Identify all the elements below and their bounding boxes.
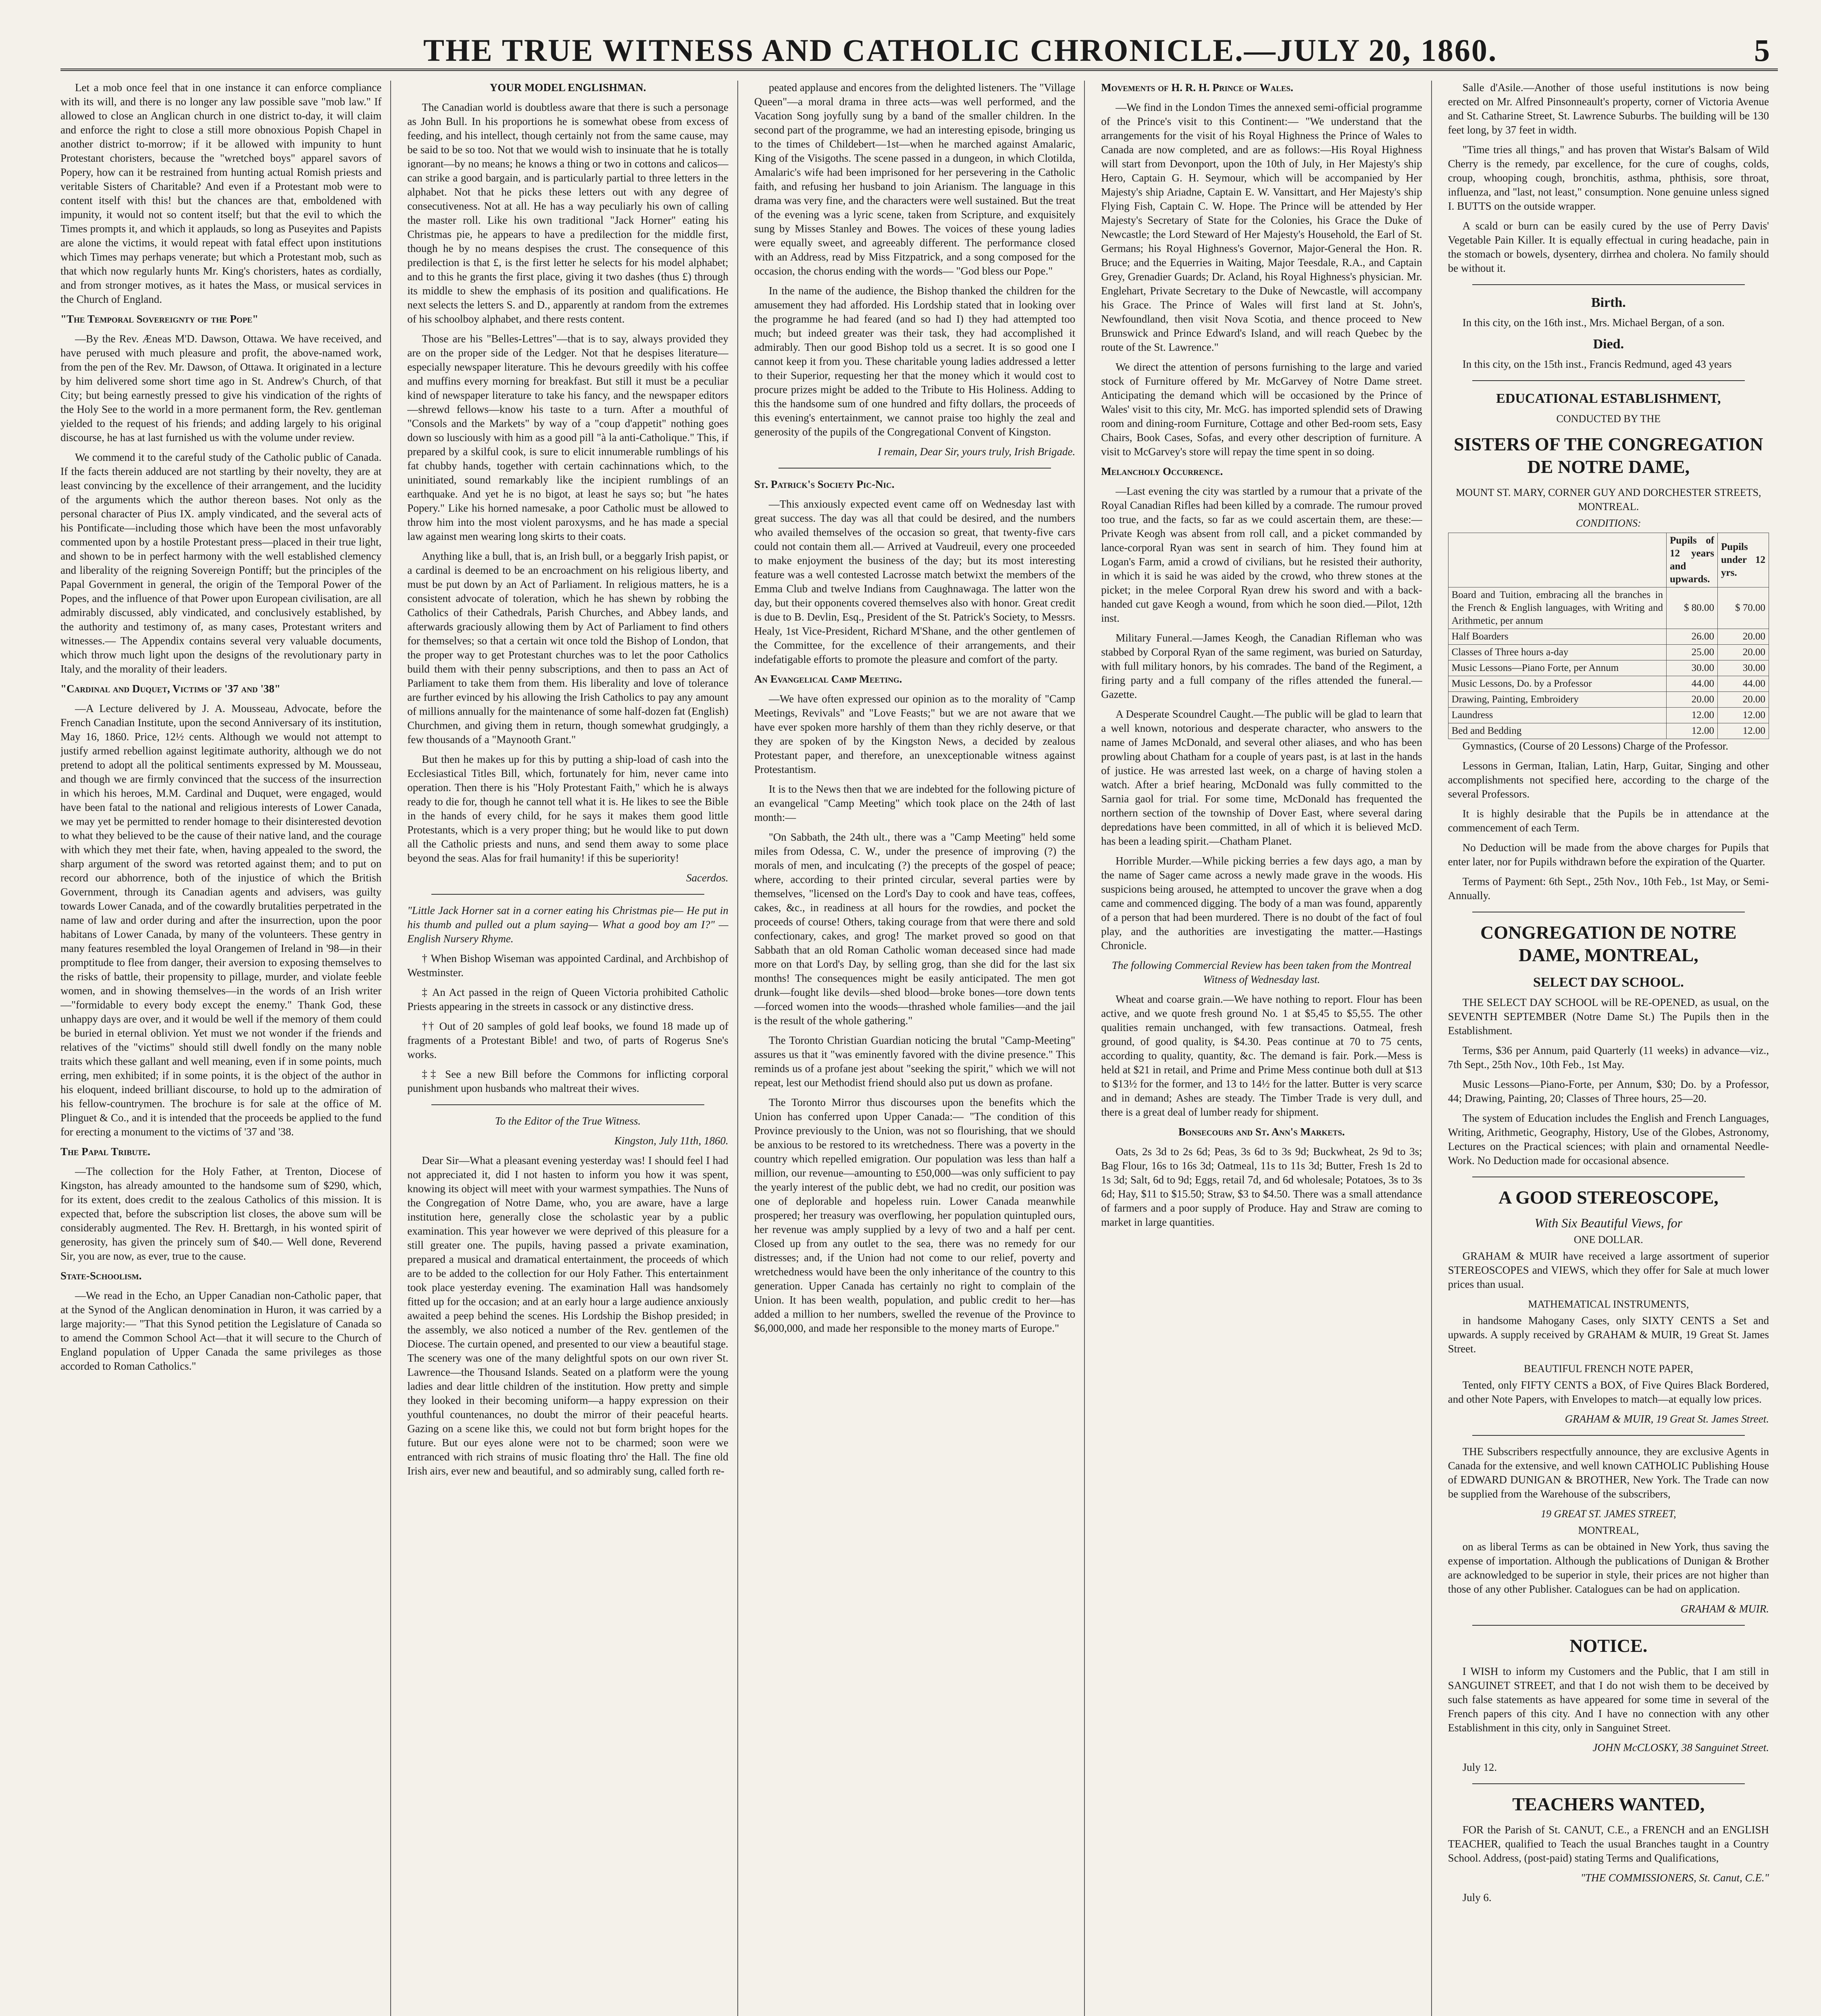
article-paragraph: In the name of the audience, the Bishop thanked the children for the amusement they had afforded. His Lordship stated that in looking over the programme he had feared (and so had I) they had attempted too much; but indeed greater was their task, they had accomplished it admirably. Then our good Bishop told us a secret. It is so good one I cannot keep it from you. These charitable young ladies addressed a letter to their Superior, requesting her that the money which it would cost to procure prizes might be added to the Tribute to His Holiness. Adding to this the handsome sum of one hundred and fifty dollars, the proceeds of this evening's entertainment, we cannot praise too highly the zeal and generosity of the pupils of the Congregational Convent of Kingston. [754, 285, 1076, 438]
table-cell: 20.00 [1718, 692, 1769, 708]
article-heading: "The Temporal Sovereignty of the Pope" [60, 313, 258, 325]
table-cell: $ 70.00 [1718, 587, 1769, 629]
ad-subtitle: With Six Beautiful Views, for [1534, 1216, 1683, 1230]
table-cell: 25.00 [1667, 645, 1718, 660]
article-paragraph: But then he makes up for this by putting a ship-load of cash into the Ecclesiastical Titles Bill, which, fortunately for him, never came into operation. Then there is his "Holy Protestant Faith," which he is always ready to die for, though he cannot tell what it is. He likes to see the Bible in the hands of every child, for he says it makes them good little Protestants, which is a very proper thing; but he would like to put down all the Catholic priests and nuns, and send them away to some place beyond the seas. Alas for frail humanity! if this be superiority! [407, 753, 728, 864]
ad-signature: GRAHAM & MUIR, 19 Great St. James Street. [1565, 1413, 1769, 1425]
article-paragraph: —This anxiously expected event came off on Wednesday last with great success. The day was all that could be desired, and the numbers who availed themselves of the occasion so great, that twenty-five cars could not contain them all.— Arrived at Vaudreuil, every one proceeded to make enjoyment the business of the day; but its most interesting feature was a well contested Lacrosse match betwixt the members of the Emma Club and twelve Indians from Caughnawaga. The latter won the day, but their opponents covered themselves also with honor. Great credit is due to B. Devlin, Esq., President of the St. Patrick's Society, to Messrs. Healy, 1st Vice-President, Richard M'Shane, and the other gentlemen of the Committee, for the excellence of their arrangements, and their indefatigable efforts to promote the pleasure and comfort of the party. [754, 498, 1076, 665]
article-heading: State-Schoolism. [60, 1270, 142, 1282]
signature: I remain, Dear Sir, yours truly, Irish Brigade. [877, 446, 1076, 458]
article-paragraph: Let a mob once feel that in one instance it can enforce compliance with its will, and there is no longer any law possible save "mob law." If allowed to close an Anglican church in one district to-day, it will claim and enforce the right to close a still more obnoxious Popish Chapel in another district to-morrow; if it be allowed with impunity to hunt Protestant choristers, because the "wretched boys" apparel savors of Popery, how can it be restrained from hunting actual Romish priests and veritable Sisters of Charitable? And even if a Protestant mob were to content itself with this! but the chances are that, emboldened with impunity, it would not so content itself; but that the evil to which the Times prompts it, and which it applauds, so long as Puseyites and Papists are alone the victims, it would repeat with fatal effect upon institutions which Times may perhaps venerate; but which a Protestant mob, such as that which now regularly hunts Mr. King's choristers, hates as cordially, and from stronger motives, as it hates the Mass, or musical services in the Church of England. [60, 81, 382, 305]
table-row [1448, 587, 1769, 629]
ad-title: CONGREGATION DE NOTRE DAME, MONTREAL, [1480, 922, 1737, 965]
table-cell: 30.00 [1718, 660, 1769, 676]
column-2 [407, 81, 738, 2016]
notice-paragraph: Salle d'Asile.—Another of those useful institutions is now being erected on Mr. Alfred Pinsonneault's property, corner of Victoria Avenue and St. Catharine Street, St. Lawrence Suburbs. The building will be 130 feet long, by 37 feet in width. [1448, 81, 1769, 136]
table-row [1448, 708, 1769, 723]
ad-price: ONE DOLLAR. [1573, 1234, 1643, 1245]
table-cell: 20.00 [1718, 645, 1769, 660]
ad-paragraph: THE SELECT DAY SCHOOL will be RE-OPENED, as usual, on the SEVENTH SEPTEMBER (Notre Dame St.) The Pupils then in the Establishment. [1448, 996, 1769, 1037]
table-row [1448, 645, 1769, 660]
table-cell: 12.00 [1718, 723, 1769, 739]
died-heading: Died. [1593, 337, 1624, 352]
table-header-cell: Pupils of 12 years and upwards. [1667, 533, 1718, 587]
article-paragraph: It is to the News then that we are indebted for the following picture of an evangelical "Camp Meeting" which took place on the 24th of last month:— [754, 783, 1076, 823]
article-paragraph: We commend it to the careful study of the Catholic public of Canada. If the facts therein adduced are not startling by their novelty, they are at least convincing by the excellence of their arrangement, and the lucidity of the arguments which the author thereon bases. Not only as the personal character of Pius IX. amply vindicated, and the several acts of his Pontificate—including those which have been the most unfavorably commented upon by a hostile Protestant press—placed in their true light, and shown to be in perfect harmony with the well established clemency and liberality of the reigning Sovereign Pontiff; but the principles of the Papal Government in general, the origin of the Temporal Power of the Popes, and the influence of that Power upon European civilisation, are all admirably discussed, ably vindicated, and conclusively established, by the authority and testimony of, as many cases, Protestant writers and witnesses.— The Appendix contains several very valuable documents, which throw much light upon the designs of the revolutionary party in Italy, and the morality of their leaders. [60, 451, 382, 675]
table-cell: Laundress [1448, 708, 1666, 723]
table-row [1448, 660, 1769, 676]
article-paragraph: —The collection for the Holy Father, at Trenton, Diocese of Kingston, has already amounted to the handsome sum of $290, which, for its extent, does credit to the zealous Catholics of this mission. It is expected that, before the subscription list closes, the above sum will be considerably augmented. The Rev. H. Brettargh, in his wonted spirit of generosity, has given the princely sum of $40.— Well done, Reverend Sir, you are now, as ever, true to the cause. [60, 1165, 382, 1262]
ad-title: SISTERS OF THE CONGREGATION DE NOTRE DAME, [1454, 434, 1763, 477]
divider [1472, 284, 1745, 285]
article-heading: "Cardinal and Duquet, Victims of '37 and '38" [60, 683, 281, 695]
article-heading: St. Patrick's Society Pic-Nic. [754, 478, 895, 490]
advertisement-paragraph: A scald or burn can be easily cured by the use of Perry Davis' Vegetable Pain Killer. It is equally effectual in curing headache, pain in the stomach or bowels, dysentery, dirrhea and cholera. No family should be without it. [1448, 220, 1769, 274]
birth-heading: Birth. [1591, 295, 1626, 310]
table-cell: 20.00 [1718, 629, 1769, 645]
article-paragraph: Oats, 2s 3d to 2s 6d; Peas, 3s 6d to 3s 9d; Buckwheat, 2s 9d to 3s; Bag Flour, 16s to 16s 3d; Oatmeal, 11s to 11s 3d; Butter, Fresh 1s 2d to 1s 3d; Salt, 6d to 9d; Eggs, retail 7d, and 6d wholesale; Potatoes, 3s to 3s 6d; Hay, $11 to $15.50; Straw, $3 to $4.50. There was a small attendance of farmers and a poor supply of Produce. Hay and Straw are coming to market in large quantities. [1101, 1145, 1422, 1228]
ad-subtitle: CONDUCTED BY THE [1556, 413, 1661, 425]
ad-address: MOUNT ST. MARY, CORNER GUY AND DORCHESTER STREETS, MONTREAL. [1456, 487, 1761, 512]
article-paragraph: The Toronto Mirror thus discourses upon the benefits which the Union has conferred upon Upper Canada:— "The condition of this Province previously to the Union, was not so flourishing, that we should be anxious to be restored to its wretchedness. There was a poverty in the country which repelled emigration. Our population was less than half a million, our revenue—amounting to £50,000—was only sufficient to pay the yearly interest of the public debt, we had no credit, our position was one of deplorable and hopeless ruin. Lower Canada meanwhile prospered; her treasury was overflowing, her population quintupled ours, her revenue was amply supplied by a levy of two and a half per cent. Closed up from any outlet to the sea, there was no remedy for our distresses; and, if the Union had not come to our relief, poverty and wretchedness would have been the only inheritance of the country to this generation. Upper Canada has certainly no right to complain of the Union. It has been wealth, population, and public credit to her—has added a million to her numbers, swelled the revenue of the Province to $6,000,000, and made her responsible to the money marts of Europe." [754, 1096, 1076, 1334]
table-row [1448, 723, 1769, 739]
ad-paragraph: Tented, only FIFTY CENTS a BOX, of Five Quires Black Bordered, and other Note Papers, with Envelopes to match—at equally low prices. [1448, 1379, 1769, 1405]
article-paragraph: Those are his "Belles-Lettres"—that is to say, always provided they are on the proper side of the Ledger. Not that he despises literature—especially newspaper literature. This he devours greedily with his coffee and muffins every morning for breakfast. But still it must be a peculiar kind of newspaper literature to take his fancy, and the newspaper editors—shrewd fellows—know his taste to a turn. After a mouthful of "Consols and the Markets" by way of a "coup d'appetit" nothing goes down so lusciously with him as a good pill "à la anti-Catholique." This, if prepared by a skilful cook, is sure to elicit innumerable rumblings of his fat chubby hands, together with certain cachinnations which, to the uninitiated, sound remarkably like the incipient rumblings of an earthquake. And yet he is no bigot, at least he says so; but "he hates Popery." Like his horned namesake, a poor Catholic must be allowed to throw him into the most violent paroxysms, and he has made a special law against men wearing long skirts to their coats. [407, 333, 728, 542]
table-header-cell: Pupils under 12 yrs. [1718, 533, 1769, 587]
article-paragraph: We direct the attention of persons furnishing to the large and varied stock of Furniture offered by Mr. McGarvey of Notre Dame street. Anticipating the demand which will be occasioned by the Prince of Wales' visit to this city, Mr. McG. has imported splendid sets of Drawing room and dining-room Furniture, Cottage and other Bed-room sets, Easy Chairs, Book Cases, Sofas, and every other description of furniture. A visit to McGarvey's store will repay the time spent in so doing. [1101, 361, 1422, 458]
ad-paragraph: The system of Education includes the English and French Languages, Writing, Arithmetic, Geography, History, Use of the Globes, Astronomy, Lectures on the Practical sciences; with plain and ornamental Needle-Work. No Deduction made for occasional absence. [1448, 1112, 1769, 1166]
divider [1472, 1783, 1745, 1784]
article-paragraph: —We have often expressed our opinion as to the morality of "Camp Meetings, Revivals" and "Love Feasts;" but we are not aware that we have ever spoken more harshly of them than they richly deserve, or that they are spoken of by the Kingston News, a decided by zealous Protestant paper, and therefore, an unexceptionable witness against Protestantism. [754, 693, 1076, 775]
ad-subtitle: CONDITIONS: [1575, 517, 1641, 529]
ad-subtitle: SELECT DAY SCHOOL. [1533, 975, 1684, 990]
birth-notice: In this city, on the 16th inst., Mrs. Michael Bergan, of a son. [1462, 317, 1725, 329]
article-paragraph: —We read in the Echo, an Upper Canadian non-Catholic paper, that at the Synod of the Anglican denomination in Huron, it was carried by a large majority:— "That this Synod petition the Legislature of Canada so to amend the Common School Act—that it will secure to the Church of England population of Upper Canada the same privileges as those accorded to Roman Catholics." [60, 1289, 382, 1372]
table-cell: Half Boarders [1448, 629, 1666, 645]
article-columns [60, 81, 1778, 2016]
article-heading: YOUR MODEL ENGLISHMAN. [489, 81, 646, 94]
table-cell: 44.00 [1667, 676, 1718, 692]
table-cell: 12.00 [1667, 708, 1718, 723]
fees-table [1448, 533, 1769, 739]
divider [1472, 1435, 1745, 1436]
table-cell: Music Lessons—Piano Forte, per Annum [1448, 660, 1666, 676]
table-cell: 20.00 [1667, 692, 1718, 708]
article-paragraph: Military Funeral.—James Keogh, the Canadian Rifleman who was stabbed by Corporal Ryan of the same regiment, was buried on Saturday, with full military honors, by his comrades. The band of the Regiment, a firing party and a full company of the rifles attended the funeral.—Gazette. [1101, 632, 1422, 700]
ad-paragraph: I WISH to inform my Customers and the Public, that I am still in SANGUINET STREET, and that I do not wish them to be deceived by such false statements as have appeared for some time in several of the French papers of this city. And I have no connection with any other Establishment in this city, only in Sanguinet Street. [1448, 1665, 1769, 1734]
article-paragraph: Wheat and coarse grain.—We have nothing to report. Flour has been active, and we quote fresh ground No. 1 at $5,45 to $5,55. The other qualities remain unchanged, with few transactions. Oatmeal, fresh ground, of good quality, is $4.30. Peas continue at 70 to 75 cents, according to quality, quantity, &c. The demand is fair. Pork.—Mess is held at $21 in retail, and Prime and Prime Mess continue both dull at $13 to $13½ for the former, and 13 to 14½ for the latter. Butter is very scarce and in demand; Ashes are steady. The Timber Trade is very dull, and there is a great deal of lumber ready for shipment. [1101, 993, 1422, 1118]
article-paragraph: The Canadian world is doubtless aware that there is such a personage as John Bull. In his proportions he is somewhat obese from excess of feeding, and his intellect, though certainly not from the same cause, may be said to be so too. Not that we would wish to insinuate that he is totally ignorant—by no means; he knows a thing or two in cottons and calicos—can strike a good bargain, and is particularly partial to three letters in the alphabet. Not that he picks these letters out with any degree of consecutiveness. Not at all. He has a way peculiarly his own of calling the master roll. Like his own traditional "Jack Horner" eating his Christmas pie, he appears to have a predilection for the middle first, though he by no means despises the crust. The consequence of this predilection is that £, is the first letter he selects for his model alphabet; and to this he grants the first place, giving it two dashes (thus £) through its middle to shew the emphasis of its position and qualifications. He next selects the letters S. and D., apparently at random from the extremes of his schoolboy alphabet, and there rests content. [407, 101, 728, 325]
footnote: † When Bishop Wiseman was appointed Cardinal, and Archbishop of Westminster. [407, 952, 728, 979]
ad-signature: JOHN McCLOSKY, 38 Sanguinet Street. [1592, 1741, 1769, 1754]
table-cell: Classes of Three hours a-day [1448, 645, 1666, 660]
ad-paragraph: on as liberal Terms as can be obtained in New York, thus saving the expense of importation. Although the publications of Dunigan & Brother are acknowledged to be superior in style, their prices are not higher than those of any other Publisher. Catalogues can be had on application. [1448, 1541, 1769, 1595]
ad-paragraph: It is highly desirable that the Pupils be in attendance at the commencement of each Term. [1448, 808, 1769, 834]
article-heading: An Evangelical Camp Meeting. [754, 673, 902, 685]
table-row [1448, 692, 1769, 708]
article-heading: The Papal Tribute. [60, 1145, 150, 1158]
ad-paragraph: No Deduction will be made from the above charges for Pupils that enter later, nor for Pupils withdrawn before the expiration of the Quarter. [1448, 841, 1769, 868]
table-header-cell [1448, 533, 1666, 587]
column-4 [1101, 81, 1432, 2016]
table-cell: Board and Tuition, embracing all the branches in the French & English languages, with Writing and Arithmetic, per annum [1448, 587, 1666, 629]
table-cell: Music Lessons, Do. by a Professor [1448, 676, 1666, 692]
signature: Sacerdos. [686, 872, 728, 884]
ad-city: MONTREAL, [1578, 1524, 1639, 1536]
footnote: ‡ An Act passed in the reign of Queen Victoria prohibited Catholic Priests appearing in the streets in cassock or any distinctive dress. [407, 986, 728, 1012]
article-heading: Movements of H. R. H. Prince of Wales. [1101, 81, 1293, 94]
table-cell: 26.00 [1667, 629, 1718, 645]
footnote: †† Out of 20 samples of gold leaf books, we found 18 made up of fragments of a Protestant Bible! and two, of parts of Rogerus Sne's works. [407, 1020, 728, 1060]
letter-heading: To the Editor of the True Witness. [495, 1115, 641, 1127]
masthead [60, 16, 1778, 71]
ad-paragraph: Terms, $36 per Annum, paid Quarterly (11 weeks) in advance—viz., 7th Sept., 25th Nov., 10th Feb., 1st May. [1448, 1044, 1769, 1070]
page-number: 5 [1754, 33, 1770, 68]
column-3 [754, 81, 1085, 2016]
ad-title: TEACHERS WANTED, [1512, 1794, 1705, 1814]
ad-address: 19 GREAT ST. JAMES STREET, [1541, 1508, 1676, 1520]
verse-quote: "Little Jack Horner sat in a corner eating his Christmas pie— He put in his thumb and pulled out a plum saying— What a good boy am I?" — English Nursery Rhyme. [407, 904, 728, 945]
ad-paragraph: Lessons in German, Italian, Latin, Harp, Guitar, Singing and other accomplishments not specified here, according to the charge of the several Professors. [1448, 760, 1769, 800]
article-paragraph: —We find in the London Times the annexed semi-official programme of the Prince's visit to this Continent:— "We understand that the arrangements for the visit of his Royal Highness the Prince of Wales to Canada are now completed, and are as follows:—His Royal Highness will start from Devonport, upon the 10th of July, in Her Majesty's ship Hero, Captain G. H. Seymour, which will be accompanied by Her Majesty's ship Ariadne, Captain E. W. Vansittart, and Her Majesty's ship Flying Fish, Captain C. W. Hope. The Prince will be attended by Her Majesty's Secretary of State for the Colonies, his Grace the Duke of Newcastle; the Lord Steward of Her Majesty's Household, the Earl of St. Germans; his Royal Highness's Governor, Major-General the Hon. R. Bruce; and the Equerries in Waiting, Major Teesdale, R.A., and Captain Grey, Grenadier Guards; Dr. Acland, his Royal Highness's physician. Mr. Englehart, Private Secretary to the Duke of Newcastle, will accompany his Grace. The Prince of Wales will first land at St. John's, Newfoundland, then visit Nova Scotia, and thence proceed to New Brunswick and Prince Edward's Island, and will reach Quebec by the route of the St. Lawrence." [1101, 101, 1422, 353]
divider [1472, 380, 1745, 381]
article-paragraph: "On Sabbath, the 24th ult., there was a "Camp Meeting" held some miles from Odessa, C. W., under the presence of improving (?) the morals of men, and inculcating (?) the precepts of the gospel of peace; where, according to their printed circular, several parties were by themselves, "licensed on the Lord's Day to cook and have teas, coffees, cakes, &c., in readiness at all hours for the rowdies, and pocket the proceeds of course! Others, taking courage from that were there and sold confectionary, cakes, and grog! The market proved so good on that Sabbath that an old Roman Catholic woman deceased since had made more on that Lord's Day, by selling grog, than she did for the last six months! The consequences might be easily anticipated. The men got drunk—fought like devils—shed blood—broke bones—tore down tents—forced women into the woods—thrashed whole families—and the jail is the result of the whole gathering." [754, 831, 1076, 1027]
ad-title: NOTICE. [1569, 1635, 1648, 1656]
article-paragraph: A Desperate Scoundrel Caught.—The public will be glad to learn that a well known, notorious and desperate character, who answers to the name of James McDonald, and several other aliases, and who has been prowling about Chatham for a couple of years past, is at last in the hands of justice. He was arrested last week, on a charge of having stolen a watch. After a brief hearing, McDonald was fully committed to the Sarnia gaol for trial. For some time, McDonald has frequented the northern section of the township of Dover East, where several daring depredations have been committed, in all of which it is believed McD. has been a leading spirit.—Chatham Planet. [1101, 708, 1422, 847]
table-cell: 44.00 [1718, 676, 1769, 692]
divider [431, 894, 704, 895]
ad-paragraph: Music Lessons—Piano-Forte, per Annum, $30; Do. by a Professor, 44; Drawing, Painting, 20; Classes of Three hours, 25—20. [1448, 1078, 1769, 1104]
ad-paragraph: in handsome Mahogany Cases, only SIXTY CENTS a Set and upwards. A supply received by GRAHAM & MUIR, 19 Great St. James Street. [1448, 1314, 1769, 1355]
ad-title: EDUCATIONAL ESTABLISHMENT, [1496, 391, 1721, 406]
article-heading: Melancholy Occurrence. [1101, 465, 1223, 477]
divider [778, 468, 1051, 469]
table-header-row [1448, 533, 1769, 587]
advertisement-paragraph: "Time tries all things," and has proven that Wistar's Balsam of Wild Cherry is the remedy, par excellence, for the cure of coughs, colds, croup, whooping cough, bronchitis, asthma, phthisis, sore throat, influenza, and "last, not least," consumption. None genuine unless signed I. BUTTS on the outside wrapper. [1448, 144, 1769, 212]
table-cell: $ 80.00 [1667, 587, 1718, 629]
newspaper-title: THE TRUE WITNESS AND CATHOLIC CHRONICLE.—JULY 20, 1860. [423, 33, 1498, 68]
ad-paragraph: THE Subscribers respectfully announce, they are exclusive Agents in Canada for the extensive, and well known CATHOLIC Publishing House of EDWARD DUNIGAN & BROTHER, New York. The Trade can now be supplied from the Warehouse of the subscribers, [1448, 1445, 1769, 1500]
table-cell: Bed and Bedding [1448, 723, 1666, 739]
ad-date: July 6. [1462, 1891, 1492, 1904]
article-paragraph: Horrible Murder.—While picking berries a few days ago, a man by the name of Sager came across a newly made grave in the woods. His suspicions being aroused, he attempted to uncover the grave when a dog came and commenced digging. The body of a man was found, apparently of a person that had been murdered. There is no doubt of the fact of foul play, and the authorities are investigating the matter.—Hastings Chronicle. [1101, 855, 1422, 952]
table-cell: 30.00 [1667, 660, 1718, 676]
ad-paragraph: Gymnastics, (Course of 20 Lessons) Charge of the Professor. [1462, 740, 1729, 752]
table-row [1448, 676, 1769, 692]
ad-paragraph: FOR the Parish of St. CANUT, C.E., a FRENCH and an ENGLISH TEACHER, qualified to Teach the usual Branches taught in a Country School. Address, (post-paid) stating Terms and Qualifications, [1448, 1824, 1769, 1864]
footnote: ‡‡ See a new Bill before the Commons for inflicting corporal punishment upon husbands who maltreat their wives. [407, 1068, 728, 1094]
table-row [1448, 629, 1769, 645]
death-notice: In this city, on the 15th inst., Francis Redmund, aged 43 years [1462, 358, 1732, 370]
article-paragraph: peated applause and encores from the delighted listeners. The "Village Queen"—a moral drama in three acts—was well performed, and the Vacation Song joyfully sung by a band of the smaller children. In the second part of the programme, we had an interesting episode, bringing us to the times of Childebert—1st—when he marched against Amalaric, King of the Visigoths. The scene passed in a dungeon, in which Clotilda, Amalaric's wife had been imprisoned for her persevering in the Catholic faith, and refusing her husband to join Arianism. The language in this drama was very fine, and the characters were well sustained. But the treat of the evening was a lyric scene, taken from Scripture, and exquisitely sung by Misses Stanley and Bowes. The voices of these young ladies were equally sweet, and agreeably different. The performance closed with an Address, read by Miss Fitzpatrick, and a song composed for the occasion, the chorus ending with the words— "God bless our Pope." [754, 81, 1076, 277]
article-paragraph: Anything like a bull, that is, an Irish bull, or a beggarly Irish papist, or a cardinal is deemed to be an encroachment on his religious liberty, and must be put down by an Act of Parliament. In religious matters, he is a consistent advocate of toleration, which he has shewn by robbing the Catholics of their Cathedrals, Parish Churches, and Abbey lands, and afterwards graciously allowing them by Act of Parliament to find others for themselves; so that a certain wit once told the Bishop of London, that the proper way to get Protestant churches was to let the poor Catholics build them with their penny subscriptions, and then to pass an Act of Parliament to take them from them. His liberality and love of tolerance are further evinced by his allowing the Irish Catholics to pay any amount of millions annually for the maintenance of some half-dozen fat (English) Churchmen, and giving them in return, though somewhat grudgingly, a few thousands of a "Maynooth Grant." [407, 550, 728, 746]
ad-title: A GOOD STEREOSCOPE, [1498, 1187, 1719, 1208]
letter-dateline: Kingston, July 11th, 1860. [614, 1135, 728, 1147]
article-heading: The following Commercial Review has been taken from the Montreal Witness of Wednesday last. [1111, 959, 1411, 985]
table-cell: 12.00 [1667, 723, 1718, 739]
article-paragraph: —By the Rev. Æneas M'D. Dawson, Ottawa. We have received, and have perused with much pleasure and profit, the above-named work, from the pen of the Rev. Mr. Dawson, of Ottawa. It originated in a lecture by him delivered some short time ago in St. Andrew's Church, of that City; but being earnestly pressed to give his vindication of the rights of the Holy See to the world in a more permanent form, the Rev. gentleman yielded to the request of his friends; and adding largely to his original discourse, he has at last furnished us with the volume under review. [60, 333, 382, 444]
ad-signature: "THE COMMISSIONERS, St. Canut, C.E." [1580, 1872, 1769, 1884]
article-heading: Bonsecours and St. Ann's Markets. [1178, 1126, 1345, 1138]
ad-paragraph: Terms of Payment: 6th Sept., 25th Nov., 10th Feb., 1st May, or Semi-Annually. [1448, 875, 1769, 902]
table-cell: Drawing, Painting, Embroidery [1448, 692, 1666, 708]
article-paragraph: Dear Sir—What a pleasant evening yesterday was! I should feel I had not appreciated it, did I not hasten to inform you how it was spent, knowing its object will meet with your warmest sympathies. The Nuns of the Congregation of Notre Dame, who, you are aware, have a large institution here, generally close the scholastic year by a public examination. This year however we were deprived of this pleasure for a still greater one. The pupils, having passed a private examination, prepared a musical and dramatical entertainment, the proceeds of which are to be added to the collection for our Holy Father. This entertainment took place yesterday evening. The examination Hall was handsomely fitted up for the occasion; and at an early hour a large audience anxiously awaited a peep behind the scenes. His Lordship the Bishop presided; in the assembly, we also noticed a number of the Rev. gentlemen of the Diocese. The curtain opened, and presented to our view a beautiful stage. The scenery was one of the many delightful spots on our own river St. Lawrence—the Thousand Islands. Seated on a platform were the young ladies and dear little children of the institution. How pretty and simple they looked in their becoming uniform—a happy expression on their youthful countenances, no doubt the mirror of their peaceful hearts. Gazing on a scene like this, we could not but form bright hopes for the future. But our eyes alone were not to be charmed; soon were we entranced with rich strains of music floating thro' the Hall. The fine old Irish airs, ever new and beautiful, and so admirably sung, called forth re- [407, 1154, 728, 1477]
divider [1472, 1625, 1745, 1626]
ad-heading: BEAUTIFUL FRENCH NOTE PAPER, [1523, 1363, 1693, 1375]
ad-signature: GRAHAM & MUIR. [1680, 1603, 1769, 1615]
table-cell: 12.00 [1718, 708, 1769, 723]
article-paragraph: —Last evening the city was startled by a rumour that a private of the Royal Canadian Rifles had been killed by a comrade. The rumour proved too true, and the facts, so far as we could ascertain them, are these:—Private Keogh was absent from roll call, and a picket commanded by lance-corporal Ryan was sent in search of him. They found him at Logan's Farm, amid a crowd of civilians, but he resisted their authority, in which it is said he was aided by the crowd, who threw stones at the picket; in the melee Corporal Ryan drew his sword and with a back-handed cut gave Keogh a wound, from which he soon died.—Pilot, 12th inst. [1101, 485, 1422, 624]
column-1 [60, 81, 391, 2016]
ad-heading: MATHEMATICAL INSTRUMENTS, [1528, 1298, 1689, 1310]
ad-paragraph: GRAHAM & MUIR have received a large assortment of superior STEREOSCOPES and VIEWS, which they offer for Sale at much lower prices than usual. [1448, 1250, 1769, 1290]
ad-date: July 12. [1462, 1761, 1497, 1773]
column-5 [1448, 81, 1778, 2016]
divider [431, 1104, 704, 1105]
article-paragraph: —A Lecture delivered by J. A. Mousseau, Advocate, before the French Canadian Institute, upon the second Anniversary of its institution, May 16, 1860. Price, 12½ cents. Although we would not attempt to justify armed rebellion against legitimate authority, although we do not pretend to adopt all the political sentiments expressed by M. Mousseau, and though we are firmly convinced that the success of the insurrection in which his heroes, M.M. Cardinal and Duquet, were engaged, would have been fatal to the national and religious interests of Lower Canada, we may yet be permitted to render homage to their disinterested devotion to what they believed to be the cause of their native land, and the courage with which they met their fate, when, having appealed to the sword, the sharp argument of the sword was retorted against them; and to put on record our abhorrence, both of the injustice of which the British Government, through its Canadian agents and advisers, was guilty towards Lower Canada, and of the cowardly brutalities perpetrated in the name of law and order during and after the insurrection, upon the poor habitans of Lower Canada, by many of the volunteers. These gentry in many features resembled the loyal Orangemen of Ireland in '98—in their promptitude to flee from danger, their aversion to exposing themselves to the risks of battle, their propensity to pillage, murder, and violate feeble women, and in showing themselves—in the words of an Irish writer—"formidable to every body except the enemy." Thank God, these unhappy days are over, and it would be well if the memory of them could be buried in eternal oblivion. Yet must we not wonder if the friends and relatives of the "victims" should still dwell fondly on the many noble traits which these gallant and well meaning, even if in some points, much erring, men exhibited; if in some points, it is the object of the author in his eloquent, indeed brilliant discourse, to hold up to the admiration of his fellow-countrymen. The brochure is for sale at the office of M. Plinguet & Co., and it is intended that the proceeds be applied to the fund for erecting a monument to the victims of '37 and '38. [60, 702, 382, 1138]
article-paragraph: The Toronto Christian Guardian noticing the brutal "Camp-Meeting" assures us that it "was eminently favored with the divine presence." This reminds us of a profane jest about "seeking the spirit," which we will not repeat, lest our Methodist friend should also put us down as profane. [754, 1034, 1076, 1089]
